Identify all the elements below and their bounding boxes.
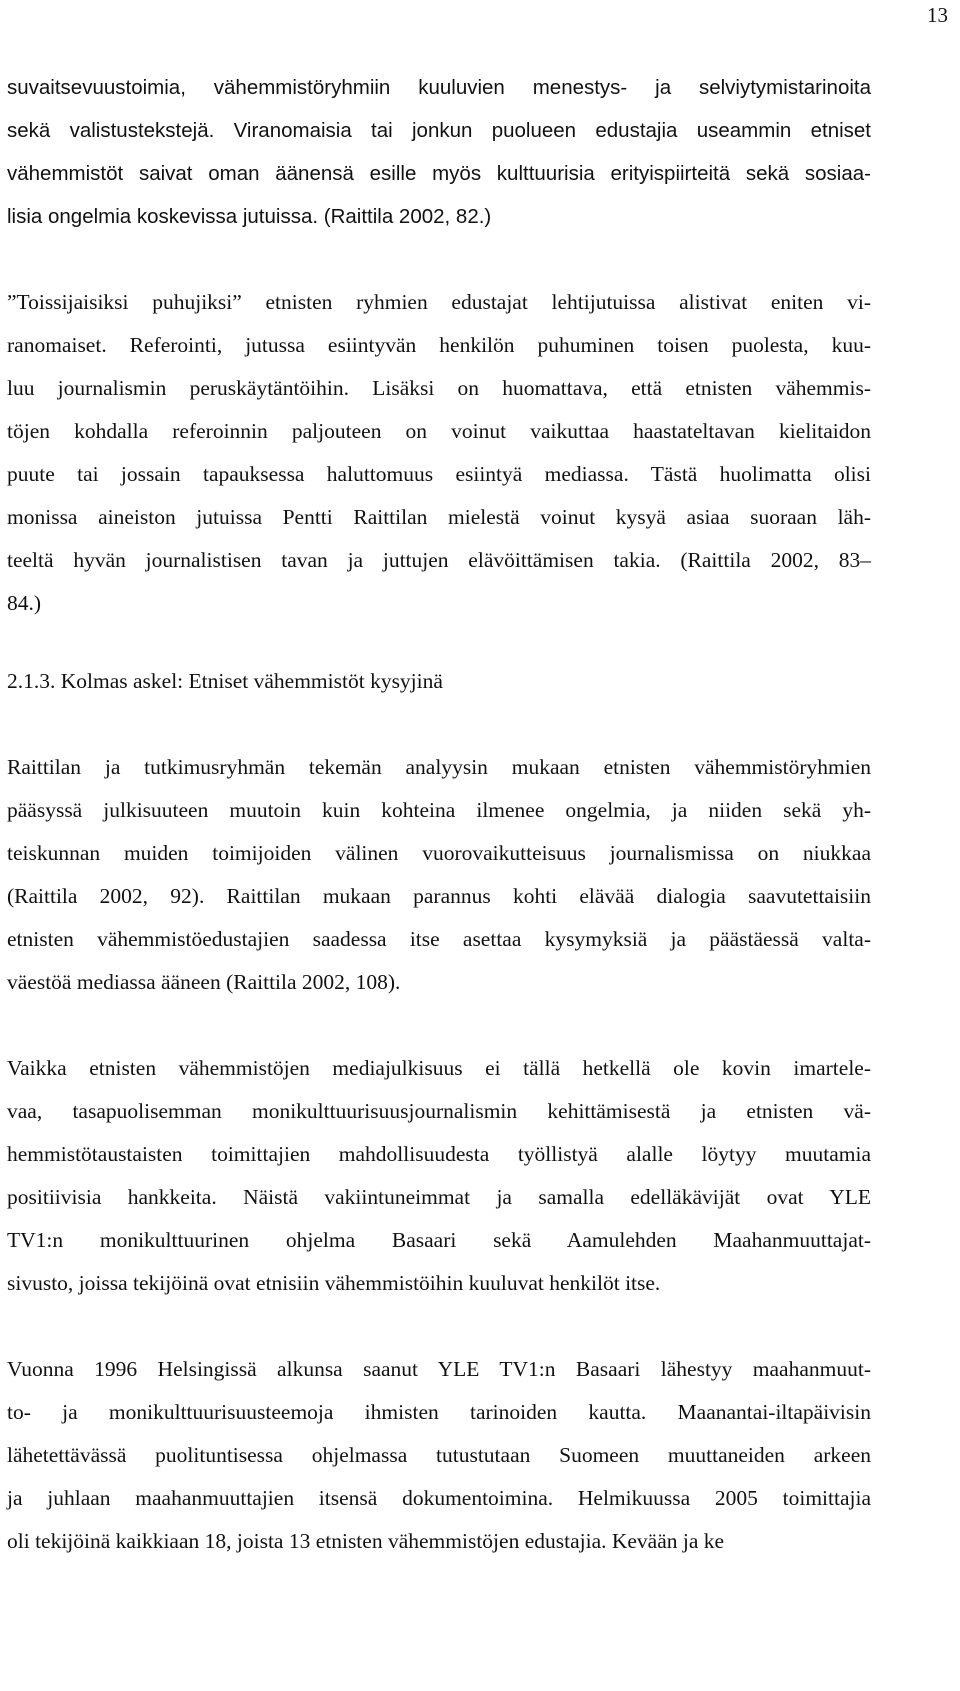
text-line: Vuonna 1996 Helsingissä alkunsa saanut YLE TV1:n Basaari lähestyy maahanmuut- bbox=[7, 1357, 871, 1381]
text-line: Raittilan ja tutkimusryhmän tekemän analyysin mukaan etnisten vähemmistöryhmien bbox=[7, 755, 871, 779]
text-line: 84.) bbox=[7, 591, 42, 615]
text-line: hemmistötaustaisten toimittajien mahdollisuudesta työllistyä alalle löytyy muutamia bbox=[7, 1142, 871, 1166]
text-line: ranomaiset. Referointi, jutussa esiintyvän henkilön puhuminen toisen puolesta, kuu- bbox=[7, 333, 871, 357]
text-line: positiivisia hankkeita. Näistä vakiintuneimmat ja samalla edelläkävijät ovat YLE bbox=[7, 1185, 871, 1209]
paragraph-spacer bbox=[7, 1004, 871, 1047]
paragraph-spacer bbox=[7, 625, 871, 660]
document-body bbox=[7, 66, 871, 1563]
paragraph-3 bbox=[7, 746, 871, 1004]
paragraph-spacer bbox=[7, 1305, 871, 1348]
section-heading: 2.1.3. Kolmas askel: Etniset vähemmistöt kysyjinä bbox=[7, 669, 443, 693]
text-line: luu journalismin peruskäytäntöihin. Lisäksi on huomattava, että etnisten vähemmis- bbox=[7, 376, 871, 400]
text-line: Vaikka etnisten vähemmistöjen mediajulkisuus ei tällä hetkellä ole kovin imartele- bbox=[7, 1056, 871, 1080]
text-line: puute tai jossain tapauksessa haluttomuus esiintyä mediassa. Tästä huolimatta olisi bbox=[7, 462, 871, 486]
paragraph-spacer bbox=[7, 238, 871, 281]
text-line: lähetettävässä puolituntisessa ohjelmassa tutustutaan Suomeen muuttaneiden arkeen bbox=[7, 1443, 871, 1467]
text-line: monissa aineiston jutuissa Pentti Raittilan mielestä voinut kysyä asiaa suoraan läh- bbox=[7, 505, 871, 529]
text-line: teiskunnan muiden toimijoiden välinen vuorovaikutteisuus journalismissa on niukkaa bbox=[7, 841, 871, 865]
text-line: sivusto, joissa tekijöinä ovat etnisiin vähemmistöihin kuuluvat henkilöt itse. bbox=[7, 1271, 661, 1295]
text-line: sekä valistustekstejä. Viranomaisia tai jonkun puolueen edustajia useammin etniset bbox=[7, 119, 871, 142]
text-line: vaa, tasapuolisemman monikulttuurisuusjournalismin kehittämisestä ja etnisten vä- bbox=[7, 1099, 871, 1123]
text-line: suvaitsevuustoimia, vähemmistöryhmiin kuuluvien menestys- ja selviytymistarinoita bbox=[7, 76, 871, 99]
text-line: etnisten vähemmistöedustajien saadessa itse asettaa kysymyksiä ja päästäessä valta- bbox=[7, 927, 871, 951]
text-line: teeltä hyvän journalistisen tavan ja juttujen elävöittämisen takia. (Raittila 2002, 83– bbox=[7, 548, 871, 572]
text-line: väestöä mediassa ääneen (Raittila 2002, 108). bbox=[7, 970, 401, 994]
text-line: to- ja monikulttuurisuusteemoja ihmisten tarinoiden kautta. Maanantai-iltapäivisin bbox=[7, 1400, 871, 1424]
text-line: töjen kohdalla referoinnin paljouteen on voinut vaikuttaa haastateltavan kielitaidon bbox=[7, 419, 871, 443]
paragraph-4 bbox=[7, 1047, 871, 1305]
paragraph-1 bbox=[7, 66, 871, 238]
text-line: oli tekijöinä kaikkiaan 18, joista 13 etnisten vähemmistöjen edustajia. Kevään ja ke bbox=[7, 1529, 725, 1553]
paragraph-spacer bbox=[7, 703, 871, 746]
paragraph-2 bbox=[7, 281, 871, 625]
text-line: ja juhlaan maahanmuuttajien itsensä dokumentoimina. Helmikuussa 2005 toimittajia bbox=[7, 1486, 871, 1510]
paragraph-5 bbox=[7, 1348, 871, 1563]
text-line: TV1:n monikulttuurinen ohjelma Basaari sekä Aamulehden Maahanmuuttajat- bbox=[7, 1228, 871, 1252]
text-line: ”Toissijaisiksi puhujiksi” etnisten ryhmien edustajat lehtijutuissa alistivat eniten vi- bbox=[7, 290, 871, 314]
page-number: 13 bbox=[927, 3, 948, 27]
text-line: lisia ongelmia koskevissa jutuissa. (Raittila 2002, 82.) bbox=[7, 205, 492, 228]
text-line: pääsyssä julkisuuteen muutoin kuin kohteina ilmenee ongelmia, ja niiden sekä yh- bbox=[7, 798, 871, 822]
text-line: (Raittila 2002, 92). Raittilan mukaan parannus kohti elävää dialogia saavutettaisiin bbox=[7, 884, 871, 908]
text-line: vähemmistöt saivat oman äänensä esille myös kulttuurisia erityispiirteitä sekä sosiaa- bbox=[7, 162, 871, 185]
